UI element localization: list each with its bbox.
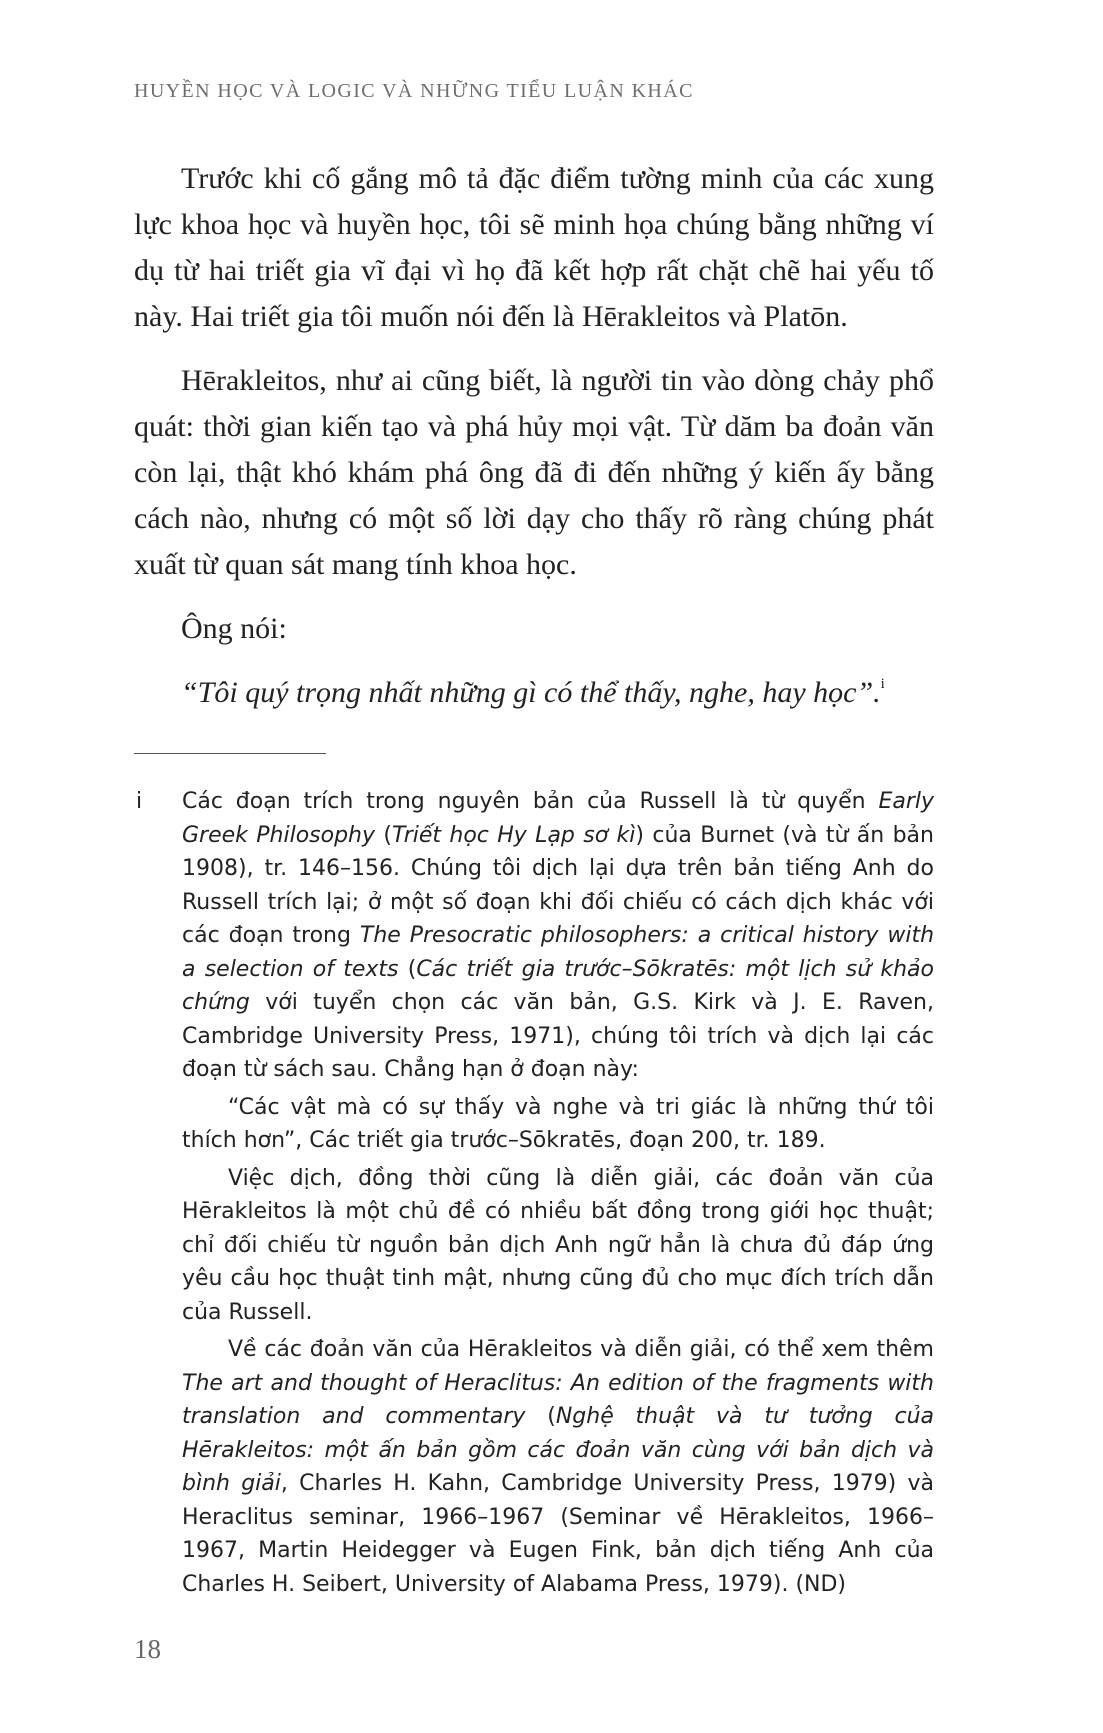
footnote-reference[interactable]: i bbox=[880, 676, 885, 692]
book-title: Triết học Hy Lạp sơ kì bbox=[391, 822, 636, 848]
text-run: ( bbox=[525, 1404, 556, 1429]
footnote-paragraph bbox=[182, 1333, 934, 1601]
footnote-marker: i bbox=[136, 789, 143, 814]
text-run: ( bbox=[375, 822, 392, 848]
block-quote bbox=[134, 670, 934, 716]
footnote bbox=[134, 785, 934, 1601]
paragraph: Ông nói: bbox=[181, 612, 287, 645]
footnote-body bbox=[182, 785, 934, 1601]
paragraph: Hērakleitos, như ai cũng biết, là người tin vào dòng chảy phổ quát: thời gian kiến tạo và phá hủy mọi vật. Từ dăm ba đoản văn còn lại, thật khó khám phá ông đã đi đến những ý kiến ấy bằng cách nào, nhưng có một số lời dạy cho thấy rõ ràng chúng phát xuất từ quan sát mang tính khoa học. bbox=[134, 364, 934, 581]
book-title: Early Greek Philosophy bbox=[182, 789, 934, 848]
book-title: The art and thought of Heraclitus: An edition of the fragments with translation and commentary bbox=[182, 1370, 934, 1429]
book-title: Các triết gia trước–Sōkratēs: một lịch sử khảo chứng bbox=[182, 956, 934, 1015]
main-text bbox=[134, 156, 934, 716]
book-title: Nghệ thuật và tư tưởng của Hērakleitos: một ấn bản gồm các đoản văn cùng với bản dịch và bình giải bbox=[182, 1404, 935, 1496]
text-run: Các đoạn trích trong nguyên bản của Russell là từ quyển bbox=[182, 789, 879, 814]
paragraph: Trước khi cố gắng mô tả đặc điểm tường minh của các xung lực khoa học và huyền học, tôi sẽ minh họa chúng bằng những ví dụ từ hai triết gia vĩ đại vì họ đã kết hợp rất chặt chẽ hai yếu tố này. Hai triết gia tôi muốn nói đến là Hērakleitos và Platōn. bbox=[134, 162, 934, 333]
text-run: ( bbox=[398, 956, 417, 982]
footnote-paragraph bbox=[182, 785, 934, 1087]
footnote-paragraph: Việc dịch, đồng thời cũng là diễn giải, các đoản văn của Hērakleitos là một chủ đề có nhiều bất đồng trong giới học thuật; chỉ đối chiếu từ nguồn bản dịch Anh ngữ hẳn là chưa đủ đáp ứng yêu cầu học thuật tinh mật, nhưng cũng đủ cho mục đích trích dẫn của Russell. bbox=[182, 1165, 934, 1325]
text-run: , Charles H. Kahn, Cambridge University Press, 1979) và Heraclitus seminar, 1966–1967 (Seminar về Hērakleitos, 1966–1967, Martin Heidegger và Eugen Fink, bản dịch tiếng Anh của Charles H. Seibert, University of Alabama Press, 1979). (ND) bbox=[182, 1471, 934, 1597]
quote-text: “Tôi quý trọng nhất những gì có thể thấy, nghe, hay học”. bbox=[181, 676, 881, 709]
text-run: với tuyển chọn các văn bản, G.S. Kirk và J. E. Raven, Cambridge University Press, 1971), chúng tôi trích và dịch lại các đoạn từ sách sau. Chẳng hạn ở đoạn này: bbox=[182, 990, 934, 1082]
running-head: HUYỀN HỌC VÀ LOGIC VÀ NHỮNG TIỂU LUẬN KHÁC bbox=[134, 80, 694, 102]
text-run: Về các đoản văn của Hērakleitos và diễn giải, có thể xem thêm bbox=[228, 1337, 934, 1362]
book-title: The Presocratic philosophers: a critical history with a selection of texts bbox=[182, 923, 935, 982]
text-run: ) của Burnet (và từ ấn bản 1908), tr. 146–156. Chúng tôi dịch lại dựa trên bản tiếng Anh do Russell trích lại; ở một số đoạn khi đối chiếu có cách dịch khác với các đoạn trong bbox=[182, 822, 934, 948]
page-number: 18 bbox=[134, 1634, 161, 1664]
footnote-separator bbox=[134, 753, 326, 754]
footnote-paragraph: “Các vật mà có sự thấy và nghe và tri giác là những thứ tôi thích hơn”, Các triết gia trước–Sōkratēs, đoạn 200, tr. 189. bbox=[182, 1094, 934, 1153]
